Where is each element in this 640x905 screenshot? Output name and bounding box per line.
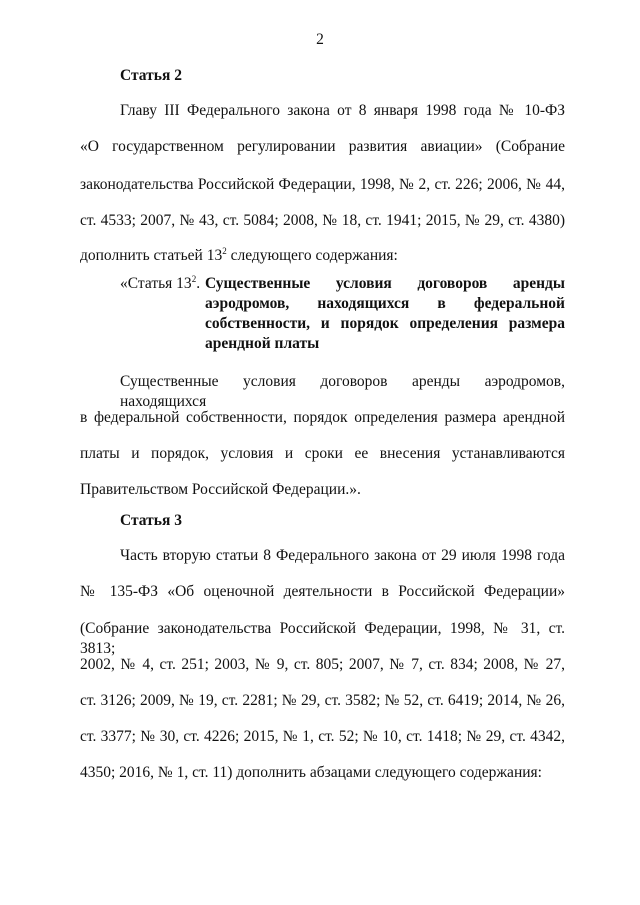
paragraph-line: ст. 3126; 2009, № 19, ст. 2281; № 29, ст. 3582; № 52, ст. 6419; 2014, № 26, (80, 692, 565, 709)
paragraph-line: платы и порядок, условия и сроки ее внесения устанавливаются (80, 445, 565, 462)
paragraph-line: Часть вторую статьи 8 Федерального закона от 29 июля 1998 года (120, 547, 565, 564)
new-article-heading-line: аэродромов, находящихся в федеральной (205, 295, 565, 312)
superscript: 2 (222, 246, 227, 256)
paragraph-line: № 135-ФЗ «Об оценочной деятельности в Российской Федерации» (80, 583, 565, 600)
new-article-label (120, 274, 205, 294)
paragraph-line: Главу III Федерального закона от 8 января 1998 года № 10-ФЗ (120, 102, 565, 119)
paragraph-line: (Собрание законодательства Российской Федерации, 1998, № 31, ст. 3813; (80, 620, 565, 657)
paragraph-line: законодательства Российской Федерации, 1998, № 2, ст. 226; 2006, № 44, (80, 176, 565, 193)
new-article-heading-line: арендной платы (205, 335, 320, 352)
paragraph-line: 4350; 2016, № 1, ст. 11) дополнить абзацами следующего содержания: (80, 764, 542, 781)
page-number: 2 (316, 31, 324, 48)
superscript: 2 (191, 274, 197, 284)
paragraph-line: в федеральной собственности, порядок определения размера арендной (80, 409, 565, 426)
text: следующего содержания: (226, 247, 398, 264)
paragraph-line: Существенные условия договоров аренды аэродромов, находящихся (120, 373, 565, 410)
paragraph-line: ст. 4533; 2007, № 43, ст. 5084; 2008, № 18, ст. 1941; 2015, № 29, ст. 4380) (80, 212, 565, 229)
paragraph-line: Правительством Российской Федерации.». (80, 481, 361, 498)
text: . (196, 275, 201, 292)
paragraph-line: 2002, № 4, ст. 251; 2003, № 9, ст. 805; 2007, № 7, ст. 834; 2008, № 27, (80, 656, 565, 673)
article-2-title: Статья 2 (120, 67, 182, 84)
paragraph-line: ст. 3377; № 30, ст. 4226; 2015, № 1, ст. 52; № 10, ст. 1418; № 29, ст. 4342, (80, 728, 565, 745)
paragraph-line: «О государственном регулировании развития авиации» (Собрание (80, 138, 565, 155)
new-article-heading-line: собственности, и порядок определения размера (205, 315, 565, 332)
article-3-title: Статья 3 (120, 512, 182, 529)
paragraph-line (80, 246, 565, 266)
new-article-heading-line: Существенные условия договоров аренды (205, 275, 565, 292)
text: «Статья 13 (120, 275, 192, 292)
text: дополнить статьей 13 (80, 247, 223, 264)
